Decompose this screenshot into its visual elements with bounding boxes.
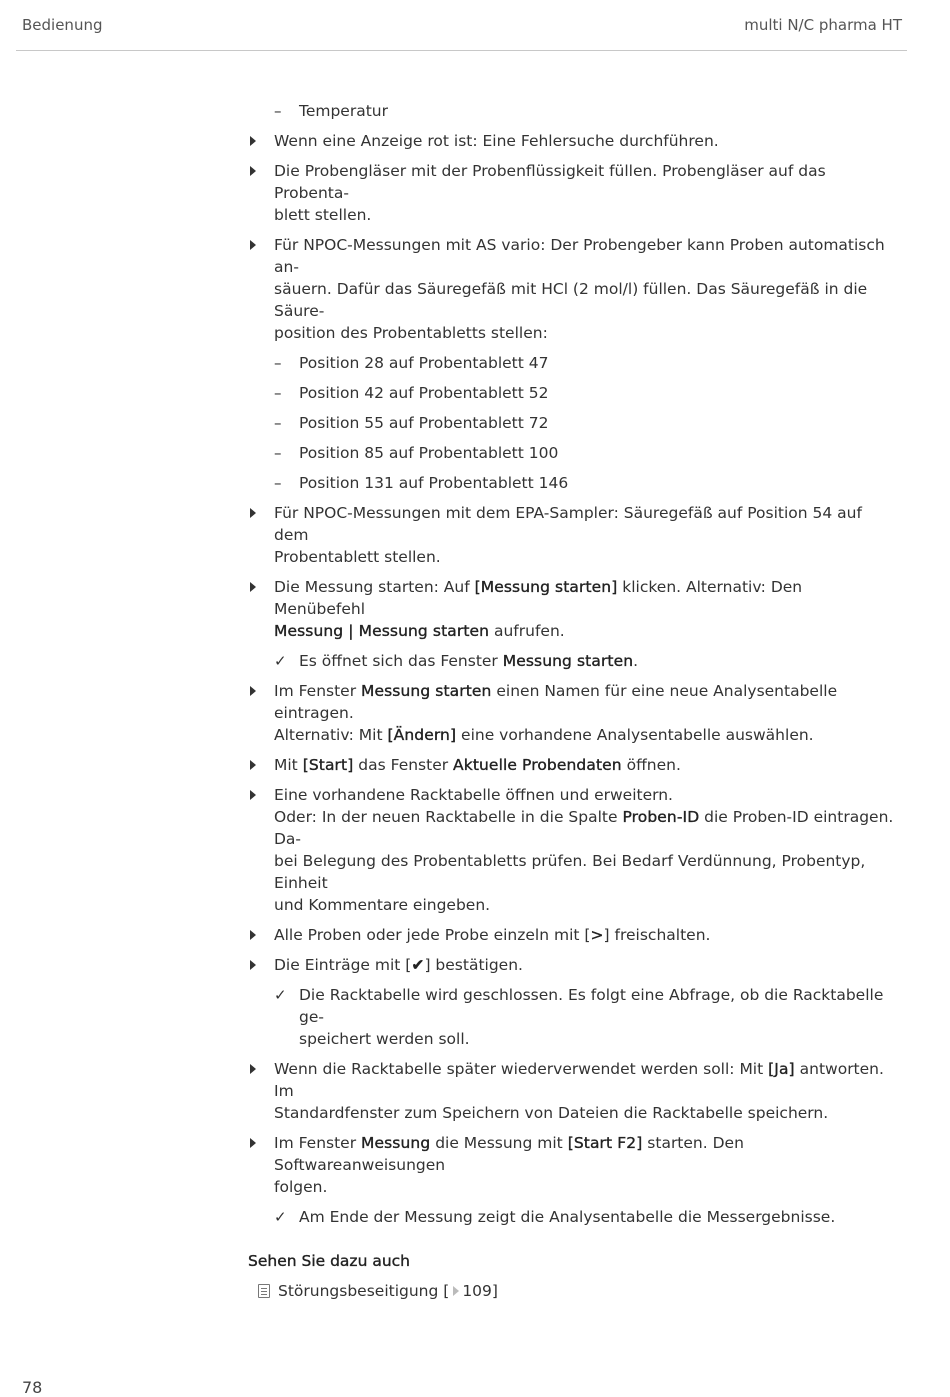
item-text: blett stellen. xyxy=(274,206,372,224)
dash-marker: – xyxy=(274,102,282,120)
item-text: säuern. Dafür das Säuregefäß mit HCl (2 mol/l) füllen. Das Säuregefäß in die Säure- xyxy=(274,280,868,320)
item-text: . xyxy=(633,652,639,670)
ui-reference: Proben-ID xyxy=(622,808,700,826)
arrow-bullet-icon xyxy=(250,508,256,518)
ui-reference: Messung starten xyxy=(361,682,492,700)
page-arrow-icon xyxy=(453,1286,459,1296)
item-text: einen Namen für eine neue Analysentabelle eintragen. xyxy=(274,682,838,722)
list-item xyxy=(248,442,898,464)
item-text: Alternativ: Mit xyxy=(274,726,388,744)
link-page[interactable]: 109] xyxy=(462,1282,498,1300)
ui-reference: [Ja] xyxy=(768,1060,795,1078)
dash-marker: – xyxy=(274,354,282,372)
ui-reference: [Messung starten] xyxy=(474,578,618,596)
item-text: das Fenster xyxy=(353,756,454,774)
item-text: Wenn eine Anzeige rot ist: Eine Fehlersuche durchführen. xyxy=(274,132,719,150)
header-product: multi N/C pharma HT xyxy=(744,16,902,34)
result-item xyxy=(248,1206,898,1228)
arrow-bullet-icon xyxy=(250,240,256,250)
item-text: Im Fenster xyxy=(274,1134,362,1152)
arrow-bullet-icon xyxy=(250,760,256,770)
item-text: Im Fenster xyxy=(274,682,362,700)
document-icon xyxy=(258,1284,270,1298)
ui-reference: [Ändern] xyxy=(387,726,457,744)
list-item xyxy=(248,382,898,404)
arrow-bullet-icon xyxy=(250,136,256,146)
ui-reference: Aktuelle Probendaten xyxy=(453,756,622,774)
list-item xyxy=(248,1058,898,1124)
checkmark-icon: ✓ xyxy=(274,652,287,670)
item-text: und Kommentare eingeben. xyxy=(274,896,491,914)
list-item xyxy=(248,784,898,916)
arrow-bullet-icon xyxy=(250,686,256,696)
item-text: Die Messung starten: Auf xyxy=(274,578,475,596)
item-text: Für NPOC-Messungen mit AS vario: Der Probengeber kann Proben automatisch an- xyxy=(274,236,885,276)
item-text: Wenn die Racktabelle später wiederverwendet werden soll: Mit xyxy=(274,1060,769,1078)
item-text: öffnen. xyxy=(621,756,681,774)
arrow-bullet-icon xyxy=(250,960,256,970)
dash-marker: – xyxy=(274,474,282,492)
page-number: 78 xyxy=(22,1378,43,1397)
item-text: ] bestätigen. xyxy=(424,956,523,974)
arrow-bullet-icon xyxy=(250,166,256,176)
item-text: Eine vorhandene Racktabelle öffnen und erweitern. xyxy=(274,786,673,804)
list-item xyxy=(248,412,898,434)
ui-reference: [Start] xyxy=(302,756,354,774)
item-text: Probentablett stellen. xyxy=(274,548,441,566)
main-content xyxy=(248,100,898,1302)
list-item xyxy=(248,352,898,374)
item-text: antworten. Im xyxy=(274,1060,884,1100)
item-text: eine vorhandene Analysentabelle auswählen. xyxy=(456,726,814,744)
ui-reference: Messung | Messung starten xyxy=(274,622,490,640)
item-text: Oder: In der neuen Racktabelle in die Spalte xyxy=(274,808,623,826)
list-item xyxy=(248,576,898,642)
list-item xyxy=(248,754,898,776)
item-text: Mit xyxy=(274,756,303,774)
header-section: Bedienung xyxy=(22,16,103,34)
list-item xyxy=(248,100,898,122)
item-text: aufrufen. xyxy=(489,622,565,640)
list-item xyxy=(248,234,898,344)
ui-reference: Messung starten xyxy=(502,652,634,670)
result-item xyxy=(248,650,898,672)
ui-reference: > xyxy=(590,926,604,944)
header-divider xyxy=(16,50,907,51)
position-text: Position 131 auf Probentablett 146 xyxy=(299,474,569,492)
item-text: ] freischalten. xyxy=(603,926,711,944)
list-item xyxy=(248,130,898,152)
item-text: Am Ende der Messung zeigt die Analysentabelle die Messergebnisse. xyxy=(299,1208,836,1226)
item-text: Temperatur xyxy=(299,102,388,120)
dash-marker: – xyxy=(274,414,282,432)
item-text: position des Probentabletts stellen: xyxy=(274,324,548,342)
item-text: speichert werden soll. xyxy=(299,1030,470,1048)
item-text: Die Racktabelle wird geschlossen. Es folgt eine Abfrage, ob die Racktabelle ge- xyxy=(299,986,884,1026)
item-text: starten. Den Softwareanweisungen xyxy=(274,1134,744,1174)
list-item xyxy=(248,502,898,568)
position-text: Position 85 auf Probentablett 100 xyxy=(299,444,559,462)
dash-marker: – xyxy=(274,444,282,462)
list-item xyxy=(248,160,898,226)
list-item xyxy=(248,924,898,946)
checkmark-icon: ✓ xyxy=(274,986,287,1004)
item-text: Standardfenster zum Speichern von Dateien die Racktabelle speichern. xyxy=(274,1104,829,1122)
item-text: Die Probengläser mit der Probenflüssigkeit füllen. Probengläser auf das Probenta- xyxy=(274,162,826,202)
dash-marker: – xyxy=(274,384,282,402)
list-item xyxy=(248,1132,898,1198)
see-also-link[interactable] xyxy=(248,1280,898,1302)
list-item xyxy=(248,680,898,746)
item-text: Alle Proben oder jede Probe einzeln mit [ xyxy=(274,926,591,944)
item-text: Die Einträge mit [ xyxy=(274,956,412,974)
item-text: bei Belegung des Probentabletts prüfen. Bei Bedarf Verdünnung, Probentyp, Einheit xyxy=(274,852,866,892)
item-text: die Messung mit xyxy=(430,1134,568,1152)
see-also-heading: Sehen Sie dazu auch xyxy=(248,1252,410,1270)
arrow-bullet-icon xyxy=(250,1064,256,1074)
item-text: Für NPOC-Messungen mit dem EPA-Sampler: Säuregefäß auf Position 54 auf dem xyxy=(274,504,862,544)
arrow-bullet-icon xyxy=(250,1138,256,1148)
ui-reference: [Start F2] xyxy=(567,1134,643,1152)
list-item xyxy=(248,472,898,494)
arrow-bullet-icon xyxy=(250,582,256,592)
arrow-bullet-icon xyxy=(250,930,256,940)
item-text: klicken. Alternativ: Den Menübefehl xyxy=(274,578,803,618)
list-item xyxy=(248,954,898,976)
arrow-bullet-icon xyxy=(250,790,256,800)
link-text[interactable]: Störungsbeseitigung [ xyxy=(278,1282,450,1300)
item-text: die Proben-ID eintragen. Da- xyxy=(274,808,894,848)
item-text: folgen. xyxy=(274,1178,328,1196)
item-text: Es öffnet sich das Fenster xyxy=(299,652,503,670)
position-text: Position 42 auf Probentablett 52 xyxy=(299,384,549,402)
result-item xyxy=(248,984,898,1050)
position-text: Position 55 auf Probentablett 72 xyxy=(299,414,549,432)
ui-reference: Messung xyxy=(361,1134,431,1152)
position-text: Position 28 auf Probentablett 47 xyxy=(299,354,549,372)
confirm-icon: ✔ xyxy=(411,956,425,974)
checkmark-icon: ✓ xyxy=(274,1208,287,1226)
